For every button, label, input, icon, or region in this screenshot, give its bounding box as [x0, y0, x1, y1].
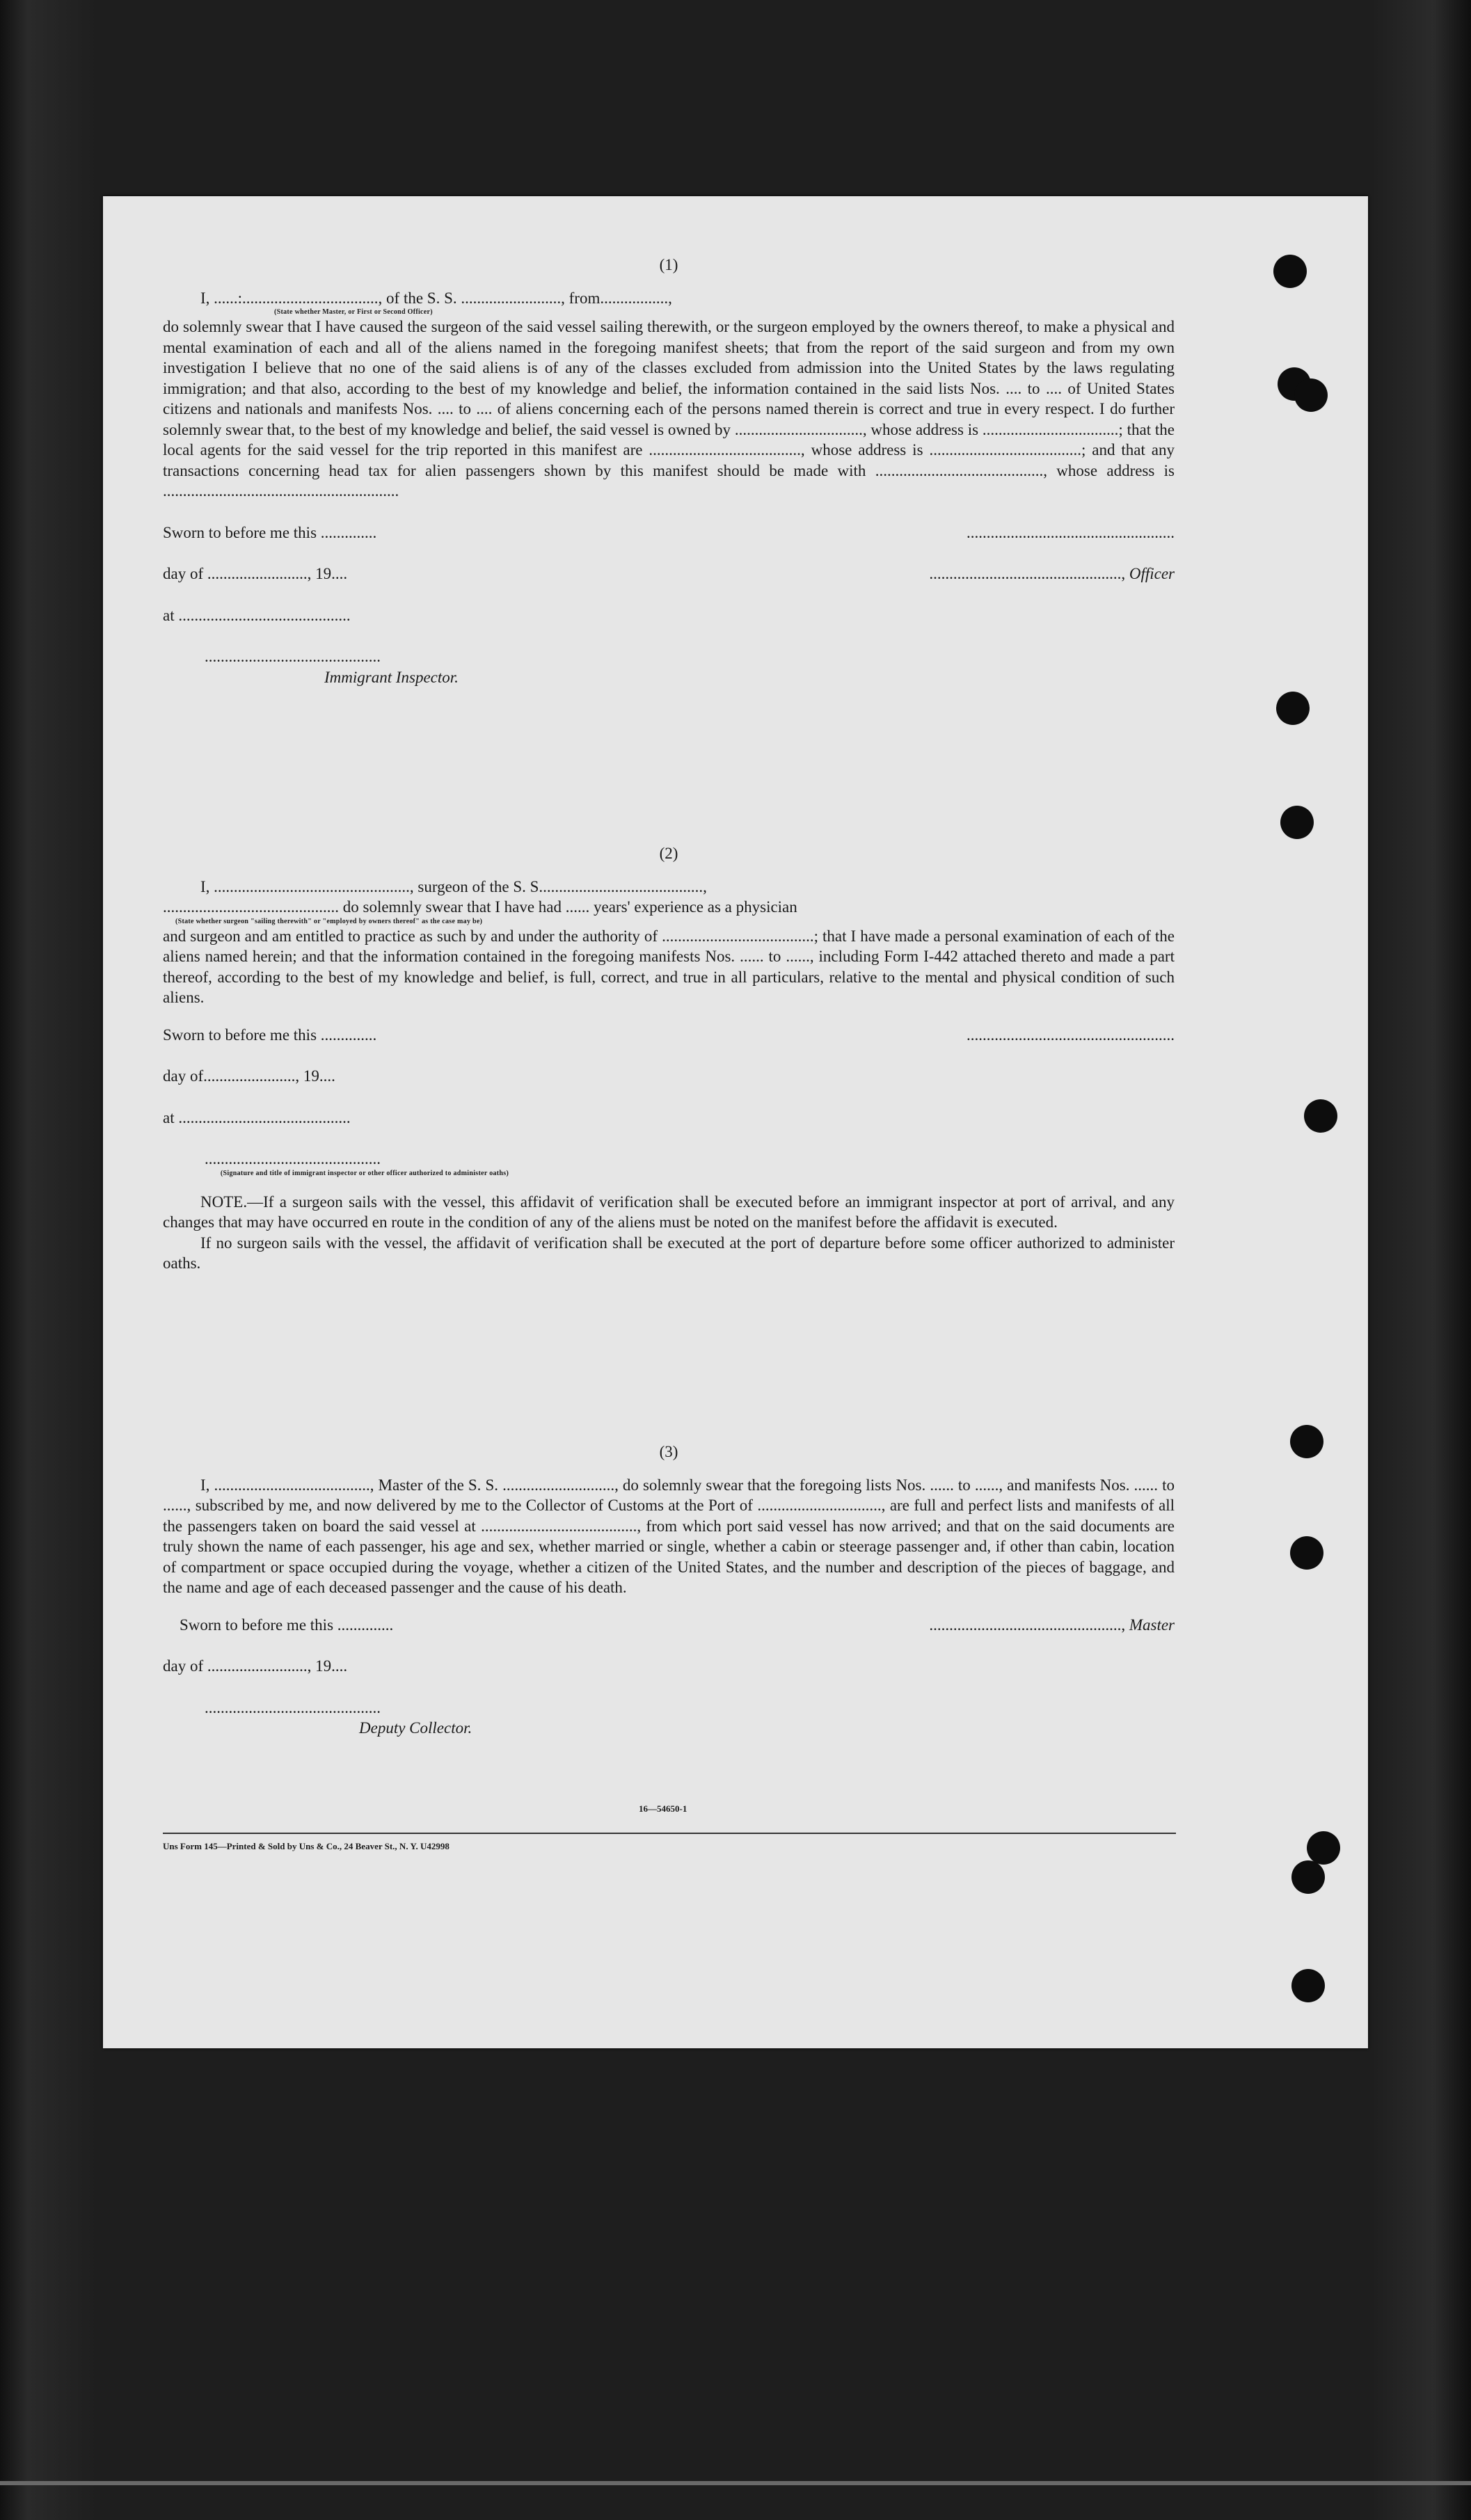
officer-signature: ................................................, Officer — [929, 565, 1175, 582]
section-master-lists-oath — [163, 1442, 1175, 1739]
inspector-dots: ............................................ — [205, 648, 381, 665]
printer-footer: Uns Form 145—Printed & Sold by Uns & Co., 24 Beaver St., N. Y. U42998 — [163, 1841, 450, 1851]
collector-dots: ............................................ — [205, 1698, 381, 1716]
officer-label: Officer — [1129, 565, 1175, 582]
master-signature: ................................................, Master — [929, 1616, 1175, 1634]
note-label: NOTE. — [200, 1193, 248, 1211]
collector-label: Deputy Collector. — [359, 1719, 472, 1737]
at-line: at ........................................... — [163, 606, 351, 624]
signature-line: .................................................... — [967, 523, 1175, 541]
day-row — [163, 564, 1175, 584]
sworn-row — [163, 1615, 1175, 1636]
day-line: day of......................., 19.... — [163, 1067, 335, 1085]
section-number: (2) — [659, 845, 678, 862]
binder-hole — [1290, 1425, 1323, 1458]
surgeon-second-line: ............................................ do solemnly swear that I have had ...... years' experience as a physician — [163, 898, 797, 916]
oath-body: do solemnly swear that I have caused the surgeon of the said vessel sailing therewith, or the surgeon employed by the owners thereof, to make a physical and mental examination of each and all of the aliens named in the foregoing manifest sheets; that from the report of the said surgeon and from my own investigation I believe that no one of the said aliens is of any of the classes excluded from admission into the United States by the laws regulating immigration; and that also, according to the best of my knowledge and belief, the information contained in the said lists Nos. .... to .... of United States citizens and nationals and manifests Nos. .... to .... of aliens concerning each of the persons named therein is correct and true in every respect. I do further solemnly swear that, to the best of my knowledge and belief, the said vessel is owned by ................................, whose address is ..................................; that the local agents for the said vessel for the trip reported in this manifest are ......................................, whose address is ......................................; and that any transactions concerning head tax for alien passengers shown by this manifest should be made with .........................................., whose address is ........................................................... — [163, 318, 1175, 500]
film-edge-line — [0, 2481, 1471, 2485]
master-body: I, ......................................., Master of the S. S. ............................, do solemnly swear that the foregoing lists Nos. ...... to ......, and manifests Nos. ...... to ......, subscribed by me, and now delivered by me to the Collector of Customs at the Port of ..............................., are full and perfect lists and manifests of all the passengers taken on board the said vessel at ......................................., from which port said vessel has now arrived; and that on the said documents are truly shown the name of each passenger, his age and sex, whether married or single, whether a cabin or steerage passenger and, if other than cabin, location of compartment or space occupied during the voyage, whether a citizen of the United States, and the number and description of the pieces of baggage, and the name and age of each deceased passenger and the cause of his death. — [163, 1476, 1175, 1596]
note-paragraph-2: If no surgeon sails with the vessel, the affidavit of verification shall be executed at the port of departure before some officer authorized to administer oaths. — [163, 1234, 1175, 1272]
section-number: (3) — [659, 1443, 678, 1460]
sworn-row — [163, 523, 1175, 543]
form-code: 16—54650-1 — [639, 1803, 687, 1814]
binder-hole — [1291, 1969, 1325, 2002]
note-paragraph: NOTE.—If a surgeon sails with the vessel, this affidavit of verification shall be executed before an immigrant inspector at port of arrival, and any changes that may have occurred en route in the condition of any of the aliens must be noted on the manifest before the affidavit is executed. — [163, 1193, 1175, 1231]
binder-hole — [1307, 1831, 1340, 1865]
binder-hole — [1291, 1860, 1325, 1894]
at-line: at ........................................... — [163, 1108, 351, 1126]
signature-line: .................................................... — [967, 1026, 1175, 1044]
binder-hole — [1280, 806, 1314, 839]
master-label: Master — [1129, 1616, 1175, 1634]
section-surgeon-oath — [163, 843, 1175, 1274]
sworn-row — [163, 1025, 1175, 1046]
inspector-dots: ............................................ — [205, 1150, 381, 1167]
section-number: (1) — [659, 256, 678, 273]
binder-hole — [1294, 378, 1328, 412]
sworn-line: Sworn to before me this .............. — [163, 1026, 377, 1044]
manifest-document-page — [103, 196, 1368, 2048]
binder-hole — [1290, 1536, 1323, 1570]
binder-hole — [1273, 255, 1307, 288]
surgeon-first-line: I, ................................................., surgeon of the S. S........................................., — [200, 877, 707, 895]
day-line: day of ........................., 19.... — [163, 565, 348, 582]
field-note: (State whether surgeon "sailing therewith" or "employed by owners thereof" as the case may be) — [175, 917, 483, 925]
day-line: day of ........................., 19.... — [163, 1657, 348, 1675]
binder-hole — [1276, 692, 1310, 725]
field-note: (Signature and title of immigrant inspector or other officer authorized to administer oaths) — [220, 1169, 509, 1177]
surgeon-body: and surgeon and am entitled to practice as such by and under the authority of ......................................; that I have made a personal examination of each of the aliens named herein; and that the information contained in the foregoing manifests Nos. ...... to ......, including Form I-442 attached thereto and made a part thereof, according to the best of my knowledge and belief, is full, correct, and true in all particulars, relative to the mental and physical condition of such aliens. — [163, 927, 1175, 1006]
sworn-line: Sworn to before me this .............. — [180, 1616, 394, 1634]
oath-first-line: I, ......:.................................., of the S. S. ........................., from................., — [200, 289, 672, 307]
inspector-label: Immigrant Inspector. — [324, 668, 459, 686]
footer-rule — [163, 1833, 1176, 1834]
sworn-line: Sworn to before me this .............. — [163, 523, 377, 541]
field-note: (State whether Master, or First or Second Officer) — [274, 308, 433, 316]
section-master-oath — [163, 255, 1175, 687]
binder-hole — [1304, 1099, 1337, 1133]
